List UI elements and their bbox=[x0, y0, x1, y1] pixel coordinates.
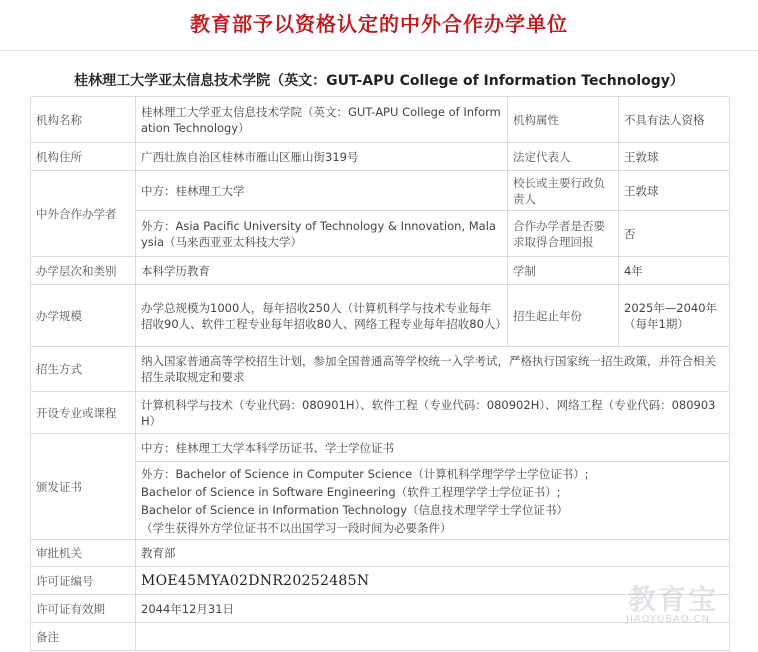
value-level: 本科学历教育 bbox=[136, 257, 508, 285]
label-name: 机构名称 bbox=[31, 97, 136, 143]
certificate-line: Bachelor of Science in Software Engineering（软件工程理学学士学位证书）; bbox=[141, 484, 561, 499]
value-duration: 4年 bbox=[619, 257, 730, 285]
table-row bbox=[31, 540, 730, 567]
value-license-valid: 2044年12月31日 bbox=[136, 595, 730, 623]
value-address: 广西壮族自治区桂林市雁山区雁山街319号 bbox=[136, 143, 508, 171]
value-president: 王敦球 bbox=[619, 171, 730, 211]
label-partners: 中外合作办学者 bbox=[31, 171, 136, 257]
institution-heading: 桂林理工大学亚太信息技术学院（英文：GUT-APU College of Information Technology） bbox=[74, 73, 684, 89]
table-row bbox=[31, 285, 730, 347]
label-address: 机构住所 bbox=[31, 143, 136, 171]
label-president: 校长或主要行政负责人 bbox=[508, 171, 619, 211]
label-majors: 开设专业或课程 bbox=[31, 392, 136, 434]
table-row bbox=[31, 171, 730, 211]
table-row bbox=[31, 257, 730, 285]
label-return: 合作办学者是否要求取得合理回报 bbox=[508, 211, 619, 257]
label-enrollment: 招生方式 bbox=[31, 347, 136, 392]
value-authority: 教育部 bbox=[136, 540, 730, 567]
value-chinese-certificate: 中方：桂林理工大学本科学历证书、学士学位证书 bbox=[136, 434, 730, 462]
label-certificates: 颁发证书 bbox=[31, 434, 136, 540]
value-scale: 办学总规模为1000人，每年招收250人（计算机科学与技术专业每年招收90人、软件工程专业每年招收80人、网络工程专业每年招收80人） bbox=[136, 285, 508, 347]
value-attribute: 不具有法人资格 bbox=[619, 97, 730, 143]
label-remarks: 备注 bbox=[31, 623, 136, 651]
label-legal-rep: 法定代表人 bbox=[508, 143, 619, 171]
label-license-no: 许可证编号 bbox=[31, 567, 136, 595]
table-row bbox=[31, 143, 730, 171]
table-row bbox=[31, 211, 730, 257]
table-row bbox=[31, 434, 730, 462]
certificate-line: （学生获得外方学位证书不以出国学习一段时间为必要条件） bbox=[141, 520, 452, 535]
table-row bbox=[31, 347, 730, 392]
label-authority: 审批机关 bbox=[31, 540, 136, 567]
label-attribute: 机构属性 bbox=[508, 97, 619, 143]
label-duration: 学制 bbox=[508, 257, 619, 285]
value-enrollment: 纳入国家普通高等学校招生计划，参加全国普通高等学校统一入学考试，严格执行国家统一招生政策，并符合相关招生录取规定和要求 bbox=[136, 347, 730, 392]
table-row bbox=[31, 97, 730, 143]
table-row bbox=[31, 392, 730, 434]
label-level: 办学层次和类别 bbox=[31, 257, 136, 285]
value-name: 桂林理工大学亚太信息技术学院（英文：GUT-APU College of Information Technology） bbox=[136, 97, 508, 143]
label-period: 招生起止年份 bbox=[508, 285, 619, 347]
label-license-valid: 许可证有效期 bbox=[31, 595, 136, 623]
header-divider bbox=[0, 50, 758, 51]
value-chinese-partner: 中方：桂林理工大学 bbox=[136, 171, 508, 211]
value-return: 否 bbox=[619, 211, 730, 257]
value-majors: 计算机科学与技术（专业代码：080901H）、软件工程（专业代码：080902H）、网络工程（专业代码：080903H） bbox=[136, 392, 730, 434]
watermark-url: JIAOYUBAO.CN bbox=[626, 614, 710, 625]
value-license-no: MOE45MYA02DNR20252485N bbox=[136, 567, 730, 595]
certificate-line: 外方：Bachelor of Science in Computer Science（计算机科学理学学士学位证书）; bbox=[141, 466, 589, 481]
table-row bbox=[31, 462, 730, 540]
page-title: 教育部予以资格认定的中外合作办学单位 bbox=[190, 12, 568, 36]
certificate-line: Bachelor of Science in Information Technology（信息技术理学学士学位证书） bbox=[141, 502, 568, 517]
value-legal-rep: 王敦球 bbox=[619, 143, 730, 171]
institution-info-table bbox=[30, 96, 730, 651]
value-foreign-certificate bbox=[136, 462, 730, 540]
value-period: 2025年—2040年（每年1期） bbox=[619, 285, 730, 347]
watermark-text: 教育宝 bbox=[628, 583, 719, 616]
watermark-logo bbox=[622, 578, 742, 630]
value-foreign-partner: 外方：Asia Pacific University of Technology & Innovation, Malaysia（马来西亚亚太科技大学） bbox=[136, 211, 508, 257]
label-scale: 办学规模 bbox=[31, 285, 136, 347]
